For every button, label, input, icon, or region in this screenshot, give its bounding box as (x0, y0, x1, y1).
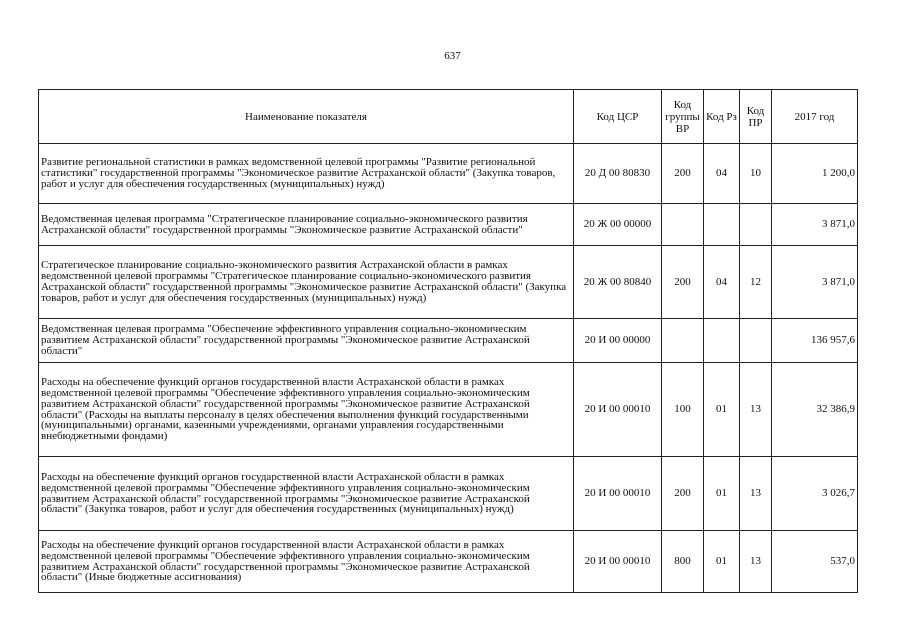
row-pr: 13 (740, 457, 772, 531)
row-amount: 3 871,0 (772, 246, 858, 319)
row-pr (740, 204, 772, 246)
table-row (39, 144, 858, 204)
row-vr: 200 (662, 144, 704, 204)
row-name: Ведомственная целевая программа "Стратегическое планирование социально-экономического развития Астраханской области" государственной программы "Экономическое развитие Астраханской области" (39, 204, 574, 246)
budget-table (38, 89, 858, 593)
budget-table-container (38, 89, 858, 593)
row-amount: 3 871,0 (772, 204, 858, 246)
row-pr: 12 (740, 246, 772, 319)
table-header-row (39, 90, 858, 144)
header-vr: Код группы ВР (662, 90, 704, 144)
row-rz (704, 204, 740, 246)
header-pr: Код ПР (740, 90, 772, 144)
row-csr: 20 Ж 00 00000 (574, 204, 662, 246)
row-rz: 01 (704, 531, 740, 593)
row-amount: 32 386,9 (772, 363, 858, 457)
row-pr: 13 (740, 531, 772, 593)
row-vr: 100 (662, 363, 704, 457)
row-vr: 800 (662, 531, 704, 593)
header-rz: Код Рз (704, 90, 740, 144)
row-vr: 200 (662, 246, 704, 319)
row-name: Ведомственная целевая программа "Обеспечение эффективного управления социально-экономическим развитием Астраханской области" государственной программы "Экономическое развитие Астраханской области" (39, 319, 574, 363)
row-name: Развитие региональной статистики в рамках ведомственной целевой программы "Развитие региональной статистики" государственной программы "Экономическое развитие Астраханской области" (Закупка товаров, работ и услуг для обеспечения государственных (муниципальных) нужд) (39, 144, 574, 204)
row-amount: 537,0 (772, 531, 858, 593)
row-name: Расходы на обеспечение функций органов государственной власти Астраханской области в рамках ведомственной целевой программы "Обеспечение эффективного управления социально-экономическим развитием Астраханской области" государственной программы "Экономическое развитие Астраханской области" (Расходы на выплаты персоналу в целях обеспечения выполнения функций государственными (муниципальными) органами, казенными учреждениями, органами управления государственными внебюджетными фондами) (39, 363, 574, 457)
row-amount: 136 957,6 (772, 319, 858, 363)
row-csr: 20 И 00 00000 (574, 319, 662, 363)
row-pr: 13 (740, 363, 772, 457)
table-row (39, 457, 858, 531)
row-csr: 20 И 00 00010 (574, 531, 662, 593)
row-rz: 01 (704, 363, 740, 457)
row-rz: 01 (704, 457, 740, 531)
page-number: 637 (444, 50, 461, 62)
row-amount: 3 026,7 (772, 457, 858, 531)
row-csr: 20 И 00 00010 (574, 457, 662, 531)
row-name: Стратегическое планирование социально-экономического развития Астраханской области в рамках ведомственной целевой программы "Стратегическое планирование социально-экономического развития Астраханской области" государственной программы "Экономическое развитие Астраханской области" (Закупка товаров, работ и услуг для обеспечения государственных (муниципальных) нужд) (39, 246, 574, 319)
row-pr: 10 (740, 144, 772, 204)
table-row (39, 319, 858, 363)
row-csr: 20 И 00 00010 (574, 363, 662, 457)
row-name: Расходы на обеспечение функций органов государственной власти Астраханской области в рамках ведомственной целевой программы "Обеспечение эффективного управления социально-экономическим развитием Астраханской области" государственной программы "Экономическое развитие Астраханской области" (Иные бюджетные ассигнования) (39, 531, 574, 593)
table-row (39, 531, 858, 593)
row-vr (662, 319, 704, 363)
row-rz: 04 (704, 246, 740, 319)
table-row (39, 246, 858, 319)
row-pr (740, 319, 772, 363)
row-csr: 20 Ж 00 80840 (574, 246, 662, 319)
row-rz: 04 (704, 144, 740, 204)
row-csr: 20 Д 00 80830 (574, 144, 662, 204)
row-name: Расходы на обеспечение функций органов государственной власти Астраханской области в рамках ведомственной целевой программы "Обеспечение эффективного управления социально-экономическим развитием Астраханской области" государственной программы "Экономическое развитие Астраханской области" (Закупка товаров, работ и услуг для обеспечения государственных (муниципальных) нужд) (39, 457, 574, 531)
table-row (39, 363, 858, 457)
row-rz (704, 319, 740, 363)
row-vr: 200 (662, 457, 704, 531)
header-name: Наименование показателя (39, 90, 574, 144)
row-vr (662, 204, 704, 246)
table-row (39, 204, 858, 246)
header-year: 2017 год (772, 90, 858, 144)
header-csr: Код ЦСР (574, 90, 662, 144)
row-amount: 1 200,0 (772, 144, 858, 204)
